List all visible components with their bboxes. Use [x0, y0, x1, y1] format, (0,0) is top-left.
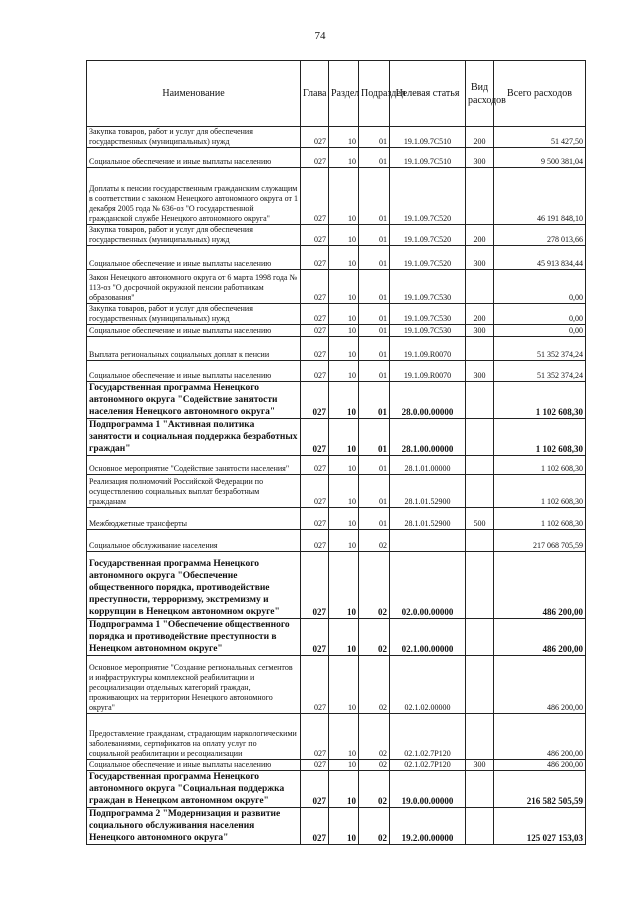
row-total: 1 102 608,30	[494, 508, 586, 530]
row-exp-type	[466, 270, 494, 304]
table-row	[87, 337, 586, 361]
row-section: 10	[329, 168, 359, 225]
header-chapter: Глава	[301, 61, 329, 127]
row-total: 125 027 153,03	[494, 808, 586, 845]
row-exp-type: 200	[466, 225, 494, 246]
table-row	[87, 456, 586, 475]
row-total: 0,00	[494, 325, 586, 337]
row-chapter: 027	[301, 456, 329, 475]
row-target: 19.1.09.R0070	[390, 361, 466, 382]
row-subsection: 01	[359, 148, 390, 168]
table-row	[87, 552, 586, 619]
row-target: 19.1.09.7С510	[390, 148, 466, 168]
row-chapter: 027	[301, 771, 329, 808]
row-chapter: 027	[301, 382, 329, 419]
row-section: 10	[329, 656, 359, 714]
row-section: 10	[329, 760, 359, 771]
table-row	[87, 270, 586, 304]
table-row	[87, 361, 586, 382]
row-exp-type: 300	[466, 325, 494, 337]
row-target: 02.1.00.00000	[390, 619, 466, 656]
row-subsection: 02	[359, 808, 390, 845]
row-section: 10	[329, 325, 359, 337]
row-subsection: 01	[359, 270, 390, 304]
row-section: 10	[329, 270, 359, 304]
row-name: Социальное обслуживание населения	[87, 530, 301, 552]
row-chapter: 027	[301, 270, 329, 304]
row-name: Основное мероприятие "Создание региональных сегментов и инфраструктуры комплексной реабилитации и ресоциализации отдельных категорий граждан, проживающих на территории Ненецкого автономного округа"	[87, 656, 301, 714]
row-exp-type: 200	[466, 304, 494, 325]
row-chapter: 027	[301, 337, 329, 361]
row-section: 10	[329, 475, 359, 508]
table-row	[87, 619, 586, 656]
row-target: 28.1.01.00000	[390, 456, 466, 475]
row-section: 10	[329, 246, 359, 270]
row-exp-type	[466, 419, 494, 456]
row-name: Закупка товаров, работ и услуг для обеспечения государственных (муниципальных) нужд	[87, 127, 301, 148]
row-subsection: 01	[359, 246, 390, 270]
row-subsection: 02	[359, 552, 390, 619]
table-row	[87, 530, 586, 552]
row-section: 10	[329, 419, 359, 456]
row-subsection: 01	[359, 419, 390, 456]
row-exp-type	[466, 168, 494, 225]
row-section: 10	[329, 127, 359, 148]
row-chapter: 027	[301, 246, 329, 270]
row-exp-type: 300	[466, 148, 494, 168]
row-subsection: 01	[359, 456, 390, 475]
row-target: 28.0.00.00000	[390, 382, 466, 419]
row-total: 486 200,00	[494, 619, 586, 656]
header-target: Целевая статья	[390, 61, 466, 127]
row-subsection: 02	[359, 530, 390, 552]
row-name: Закупка товаров, работ и услуг для обеспечения государственных (муниципальных) нужд	[87, 225, 301, 246]
row-exp-type	[466, 619, 494, 656]
row-target: 19.1.09.7С530	[390, 270, 466, 304]
row-exp-type: 300	[466, 361, 494, 382]
row-subsection: 01	[359, 361, 390, 382]
header-exp-type: Вид расходов	[466, 61, 494, 127]
table-row	[87, 382, 586, 419]
row-chapter: 027	[301, 361, 329, 382]
row-target: 19.1.09.7С520	[390, 168, 466, 225]
row-subsection: 01	[359, 225, 390, 246]
row-section: 10	[329, 619, 359, 656]
row-section: 10	[329, 530, 359, 552]
row-subsection: 01	[359, 382, 390, 419]
row-target: 02.0.00.00000	[390, 552, 466, 619]
header-name: Наименование	[87, 61, 301, 127]
table-row	[87, 246, 586, 270]
table-row	[87, 419, 586, 456]
table-row	[87, 148, 586, 168]
header-section: Раздел	[329, 61, 359, 127]
budget-table	[86, 60, 586, 845]
row-chapter: 027	[301, 552, 329, 619]
row-subsection: 02	[359, 771, 390, 808]
row-section: 10	[329, 808, 359, 845]
row-exp-type	[466, 808, 494, 845]
row-target: 19.2.00.00000	[390, 808, 466, 845]
row-total: 51 427,50	[494, 127, 586, 148]
row-subsection: 02	[359, 760, 390, 771]
row-subsection: 01	[359, 168, 390, 225]
header-total: Всего расходов	[494, 61, 586, 127]
row-total: 1 102 608,30	[494, 456, 586, 475]
row-section: 10	[329, 304, 359, 325]
row-name: Подпрограмма 2 "Модернизация и развитие социального обслуживания населения Ненецкого автономного округа"	[87, 808, 301, 845]
row-subsection: 01	[359, 508, 390, 530]
row-chapter: 027	[301, 619, 329, 656]
row-name: Межбюджетные трансферты	[87, 508, 301, 530]
row-exp-type	[466, 337, 494, 361]
table-row	[87, 656, 586, 714]
row-name: Социальное обеспечение и иные выплаты населению	[87, 325, 301, 337]
row-name: Доплаты к пенсии государственным гражданским служащим в соответствии с законом Ненецкого автономного округа от 1 декабря 2005 года № 636-оз "О государственной гражданской службе Ненецкого автономного округа"	[87, 168, 301, 225]
row-chapter: 027	[301, 419, 329, 456]
row-total: 486 200,00	[494, 760, 586, 771]
row-total: 51 352 374,24	[494, 361, 586, 382]
row-total: 486 200,00	[494, 656, 586, 714]
page-number: 74	[314, 30, 326, 42]
row-chapter: 027	[301, 325, 329, 337]
row-total: 216 582 505,59	[494, 771, 586, 808]
row-exp-type	[466, 771, 494, 808]
row-name: Предоставление гражданам, страдающим наркологическими заболеваниями, сертификатов на оплату услуг по социальной реабилитации и ресоциализации	[87, 714, 301, 760]
table-row	[87, 168, 586, 225]
row-name: Государственная программа Ненецкого автономного округа "Обеспечение общественного порядка, противодействие преступности, терроризму, экстремизму и коррупции в Ненецком автономном округе"	[87, 552, 301, 619]
row-target: 19.0.00.00000	[390, 771, 466, 808]
row-exp-type	[466, 382, 494, 419]
row-target: 19.1.09.7С530	[390, 325, 466, 337]
row-total: 51 352 374,24	[494, 337, 586, 361]
row-subsection: 02	[359, 619, 390, 656]
row-chapter: 027	[301, 168, 329, 225]
table-row	[87, 325, 586, 337]
table-row	[87, 714, 586, 760]
row-total: 1 102 608,30	[494, 382, 586, 419]
row-section: 10	[329, 225, 359, 246]
row-subsection: 02	[359, 656, 390, 714]
row-chapter: 027	[301, 225, 329, 246]
row-total: 217 068 705,59	[494, 530, 586, 552]
row-section: 10	[329, 771, 359, 808]
row-total: 9 500 381,04	[494, 148, 586, 168]
row-chapter: 027	[301, 808, 329, 845]
row-chapter: 027	[301, 148, 329, 168]
row-name: Подпрограмма 1 "Обеспечение общественного порядка и противодействие преступности в Ненецком автономном округе"	[87, 619, 301, 656]
row-target: 19.1.09.7С510	[390, 127, 466, 148]
row-target: 19.1.09.7С530	[390, 304, 466, 325]
row-exp-type	[466, 656, 494, 714]
row-section: 10	[329, 508, 359, 530]
row-exp-type	[466, 530, 494, 552]
row-subsection: 01	[359, 337, 390, 361]
row-name: Социальное обеспечение и иные выплаты населению	[87, 246, 301, 270]
row-exp-type: 200	[466, 127, 494, 148]
row-section: 10	[329, 382, 359, 419]
row-name: Подпрограмма 1 "Активная политика занятости и социальная поддержка безработных граждан"	[87, 419, 301, 456]
row-name: Социальное обеспечение и иные выплаты населению	[87, 760, 301, 771]
table-row	[87, 508, 586, 530]
table-row	[87, 808, 586, 845]
row-section: 10	[329, 456, 359, 475]
row-exp-type	[466, 475, 494, 508]
row-total: 45 913 834,44	[494, 246, 586, 270]
row-total: 486 200,00	[494, 552, 586, 619]
row-subsection: 01	[359, 325, 390, 337]
table-row	[87, 771, 586, 808]
table-row	[87, 127, 586, 148]
row-chapter: 027	[301, 304, 329, 325]
row-name: Социальное обеспечение и иные выплаты населению	[87, 148, 301, 168]
table-row	[87, 225, 586, 246]
row-total: 1 102 608,30	[494, 419, 586, 456]
row-section: 10	[329, 361, 359, 382]
row-target: 28.1.00.00000	[390, 419, 466, 456]
row-name: Государственная программа Ненецкого автономного округа "Социальная поддержка граждан в Ненецком автономном округе"	[87, 771, 301, 808]
row-chapter: 027	[301, 760, 329, 771]
row-exp-type: 300	[466, 246, 494, 270]
row-chapter: 027	[301, 714, 329, 760]
row-name: Социальное обеспечение и иные выплаты населению	[87, 361, 301, 382]
row-name: Выплата региональных социальных доплат к пенсии	[87, 337, 301, 361]
row-name: Основное мероприятие "Содействие занятости населения"	[87, 456, 301, 475]
row-subsection: 01	[359, 127, 390, 148]
row-total: 486 200,00	[494, 714, 586, 760]
row-chapter: 027	[301, 508, 329, 530]
header-row	[87, 61, 586, 127]
row-target: 02.1.02.7Р120	[390, 714, 466, 760]
table-row	[87, 304, 586, 325]
row-subsection: 01	[359, 304, 390, 325]
row-name: Реализация полномочий Российской Федерации по осуществлению социальных выплат безработным гражданам	[87, 475, 301, 508]
table-row	[87, 760, 586, 771]
row-target: 19.1.09.R0070	[390, 337, 466, 361]
row-total: 46 191 848,10	[494, 168, 586, 225]
row-target: 19.1.09.7С520	[390, 246, 466, 270]
row-target	[390, 530, 466, 552]
row-exp-type: 500	[466, 508, 494, 530]
row-target: 28.1.01.52900	[390, 508, 466, 530]
row-target: 19.1.09.7С520	[390, 225, 466, 246]
row-subsection: 02	[359, 714, 390, 760]
table-row	[87, 475, 586, 508]
row-section: 10	[329, 552, 359, 619]
row-total: 1 102 608,30	[494, 475, 586, 508]
row-total: 0,00	[494, 270, 586, 304]
row-exp-type	[466, 714, 494, 760]
row-name: Государственная программа Ненецкого автономного округа "Содействие занятости населения Ненецкого автономного округа"	[87, 382, 301, 419]
row-name: Закон Ненецкого автономного округа от 6 марта 1998 года № 113-оз "О досрочной окружной пенсии работникам образования"	[87, 270, 301, 304]
row-exp-type	[466, 456, 494, 475]
row-chapter: 027	[301, 530, 329, 552]
row-target: 28.1.01.52900	[390, 475, 466, 508]
row-total: 0,00	[494, 304, 586, 325]
row-section: 10	[329, 148, 359, 168]
row-name: Закупка товаров, работ и услуг для обеспечения государственных (муниципальных) нужд	[87, 304, 301, 325]
row-exp-type	[466, 552, 494, 619]
row-target: 02.1.02.00000	[390, 656, 466, 714]
row-chapter: 027	[301, 127, 329, 148]
row-subsection: 01	[359, 475, 390, 508]
row-target: 02.1.02.7Р120	[390, 760, 466, 771]
row-chapter: 027	[301, 475, 329, 508]
row-section: 10	[329, 337, 359, 361]
header-subsection: Подраздел	[359, 61, 390, 127]
row-total: 278 013,66	[494, 225, 586, 246]
row-chapter: 027	[301, 656, 329, 714]
row-section: 10	[329, 714, 359, 760]
row-exp-type: 300	[466, 760, 494, 771]
